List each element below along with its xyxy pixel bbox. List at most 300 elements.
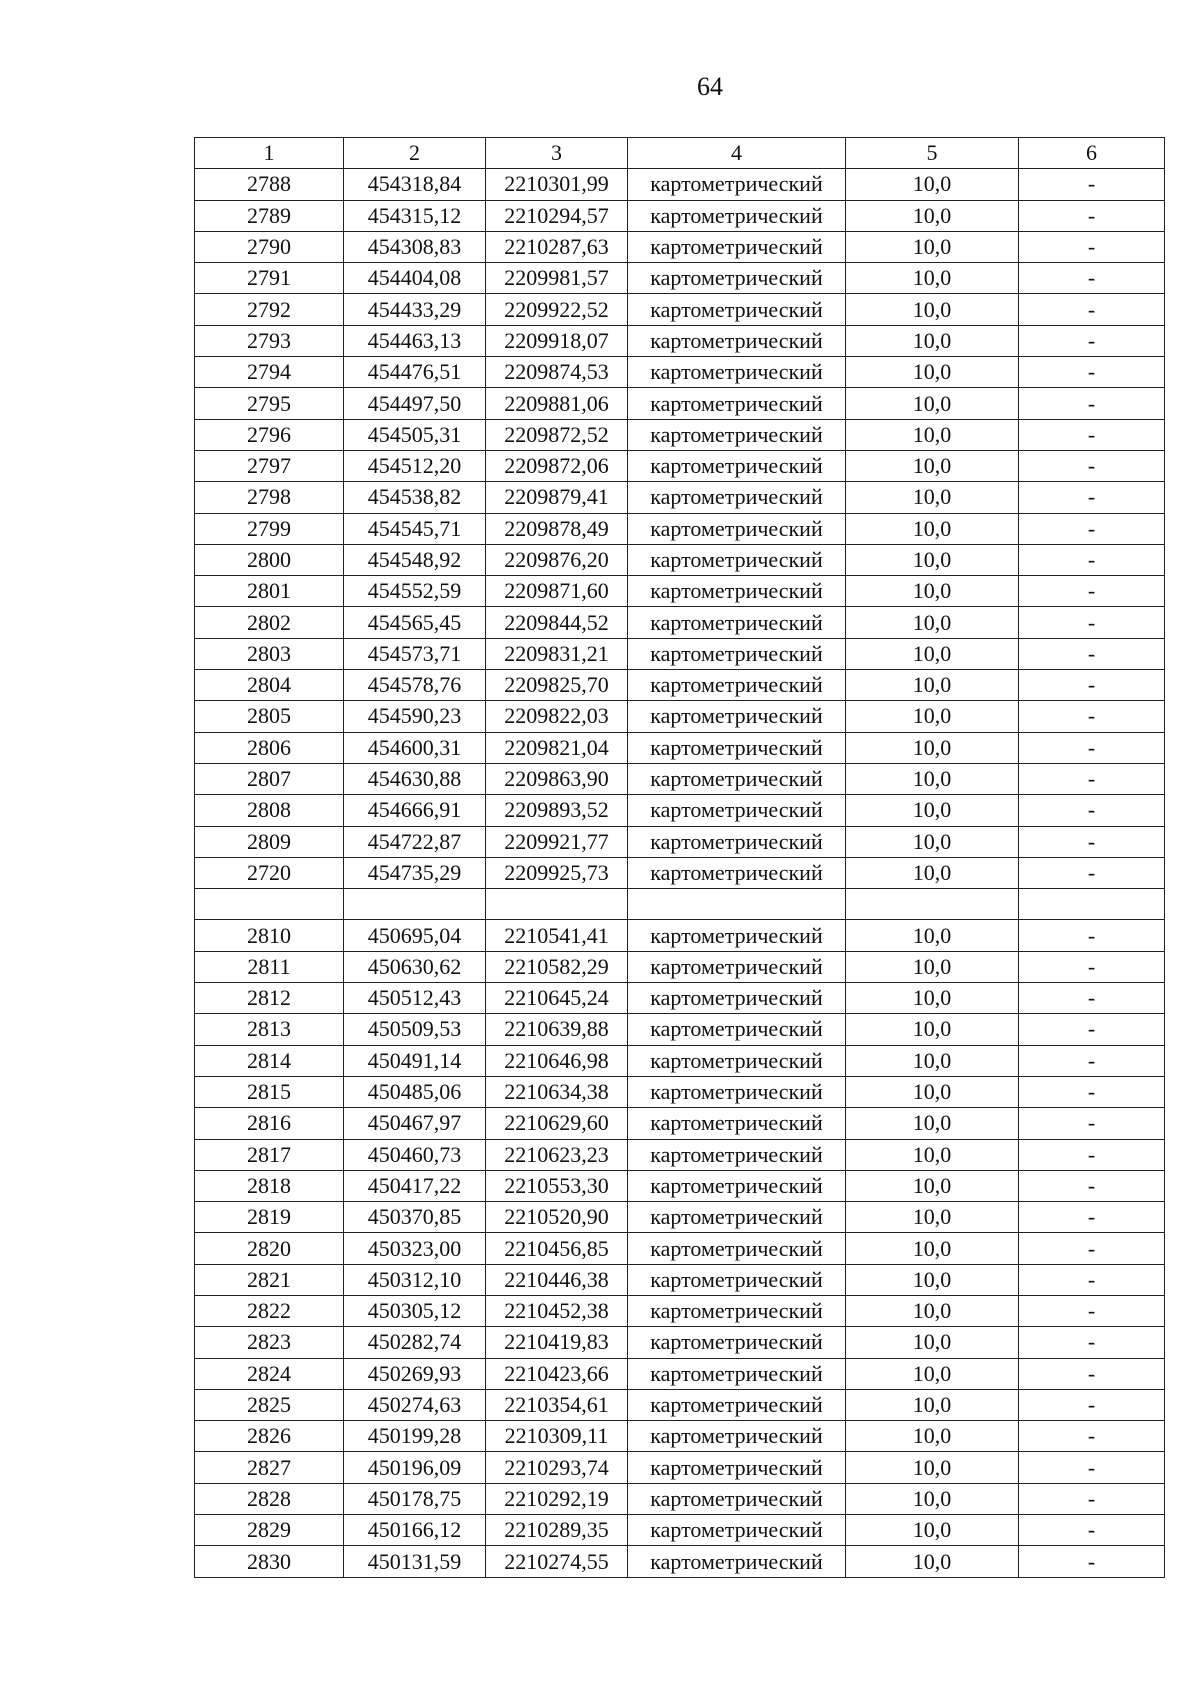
method-cell: картометрический — [628, 1358, 846, 1389]
x-coordinate-cell: 454433,29 — [344, 294, 486, 325]
note-cell: - — [1019, 1076, 1165, 1107]
x-coordinate-cell: 454548,92 — [344, 544, 486, 575]
table-row — [195, 169, 1165, 200]
accuracy-cell: 10,0 — [846, 200, 1019, 231]
table-row — [195, 1421, 1165, 1452]
point-number-cell: 2794 — [195, 357, 344, 388]
table-row — [195, 1108, 1165, 1139]
note-cell: - — [1019, 513, 1165, 544]
accuracy-cell: 10,0 — [846, 169, 1019, 200]
note-cell: - — [1019, 920, 1165, 951]
point-number-cell: 2821 — [195, 1264, 344, 1295]
column-header: 4 — [628, 138, 846, 169]
table-body — [195, 169, 1165, 1577]
y-coordinate-cell: 2210423,66 — [486, 1358, 628, 1389]
y-coordinate-cell: 2210634,38 — [486, 1076, 628, 1107]
point-number-cell: 2799 — [195, 513, 344, 544]
accuracy-cell: 10,0 — [846, 1295, 1019, 1326]
note-cell: - — [1019, 544, 1165, 575]
table-row — [195, 701, 1165, 732]
x-coordinate-cell: 454630,88 — [344, 763, 486, 794]
table-row — [195, 889, 1165, 920]
method-cell: картометрический — [628, 1546, 846, 1577]
table-row — [195, 263, 1165, 294]
note-cell — [1019, 889, 1165, 920]
x-coordinate-cell: 454565,45 — [344, 607, 486, 638]
method-cell: картометрический — [628, 1327, 846, 1358]
method-cell: картометрический — [628, 576, 846, 607]
note-cell: - — [1019, 325, 1165, 356]
x-coordinate-cell: 450512,43 — [344, 983, 486, 1014]
method-cell: картометрический — [628, 670, 846, 701]
table-row — [195, 1452, 1165, 1483]
accuracy-cell: 10,0 — [846, 1452, 1019, 1483]
note-cell: - — [1019, 294, 1165, 325]
point-number-cell: 2809 — [195, 826, 344, 857]
note-cell: - — [1019, 1452, 1165, 1483]
accuracy-cell: 10,0 — [846, 513, 1019, 544]
accuracy-cell: 10,0 — [846, 1045, 1019, 1076]
note-cell: - — [1019, 357, 1165, 388]
accuracy-cell: 10,0 — [846, 1421, 1019, 1452]
point-number-cell: 2817 — [195, 1139, 344, 1170]
table-row — [195, 763, 1165, 794]
point-number-cell: 2813 — [195, 1014, 344, 1045]
table-row — [195, 450, 1165, 481]
y-coordinate-cell: 2210309,11 — [486, 1421, 628, 1452]
point-number-cell: 2806 — [195, 732, 344, 763]
y-coordinate-cell: 2209821,04 — [486, 732, 628, 763]
note-cell: - — [1019, 419, 1165, 450]
table-row — [195, 231, 1165, 262]
x-coordinate-cell: 454476,51 — [344, 357, 486, 388]
point-number-cell: 2808 — [195, 795, 344, 826]
note-cell: - — [1019, 1045, 1165, 1076]
table-row — [195, 607, 1165, 638]
accuracy-cell: 10,0 — [846, 670, 1019, 701]
y-coordinate-cell: 2209881,06 — [486, 388, 628, 419]
note-cell: - — [1019, 1327, 1165, 1358]
table-row — [195, 857, 1165, 888]
note-cell: - — [1019, 169, 1165, 200]
point-number-cell: 2804 — [195, 670, 344, 701]
point-number-cell: 2720 — [195, 857, 344, 888]
table-row — [195, 482, 1165, 513]
table-row — [195, 1014, 1165, 1045]
x-coordinate-cell: 450282,74 — [344, 1327, 486, 1358]
x-coordinate-cell: 450485,06 — [344, 1076, 486, 1107]
accuracy-cell: 10,0 — [846, 1233, 1019, 1264]
accuracy-cell: 10,0 — [846, 1108, 1019, 1139]
accuracy-cell: 10,0 — [846, 732, 1019, 763]
y-coordinate-cell: 2210292,19 — [486, 1483, 628, 1514]
accuracy-cell: 10,0 — [846, 701, 1019, 732]
point-number-cell: 2796 — [195, 419, 344, 450]
method-cell: картометрический — [628, 357, 846, 388]
point-number-cell: 2828 — [195, 1483, 344, 1514]
y-coordinate-cell: 2209871,60 — [486, 576, 628, 607]
note-cell: - — [1019, 231, 1165, 262]
method-cell: картометрический — [628, 263, 846, 294]
table-row — [195, 826, 1165, 857]
method-cell: картометрический — [628, 1295, 846, 1326]
table-row — [195, 920, 1165, 951]
table-row — [195, 357, 1165, 388]
method-cell: картометрический — [628, 1139, 846, 1170]
x-coordinate-cell: 454497,50 — [344, 388, 486, 419]
point-number-cell: 2789 — [195, 200, 344, 231]
y-coordinate-cell: 2209878,49 — [486, 513, 628, 544]
method-cell: картометрический — [628, 1233, 846, 1264]
point-number-cell: 2815 — [195, 1076, 344, 1107]
x-coordinate-cell: 450131,59 — [344, 1546, 486, 1577]
y-coordinate-cell: 2209822,03 — [486, 701, 628, 732]
note-cell: - — [1019, 450, 1165, 481]
table-row — [195, 1483, 1165, 1514]
method-cell: картометрический — [628, 1389, 846, 1420]
table-row — [195, 1045, 1165, 1076]
accuracy-cell: 10,0 — [846, 795, 1019, 826]
point-number-cell: 2790 — [195, 231, 344, 262]
accuracy-cell: 10,0 — [846, 1483, 1019, 1514]
method-cell: картометрический — [628, 638, 846, 669]
y-coordinate-cell: 2209921,77 — [486, 826, 628, 857]
page-number — [0, 72, 1200, 102]
accuracy-cell: 10,0 — [846, 951, 1019, 982]
point-number-cell: 2818 — [195, 1170, 344, 1201]
point-number-cell — [195, 889, 344, 920]
accuracy-cell: 10,0 — [846, 857, 1019, 888]
x-coordinate-cell: 450370,85 — [344, 1202, 486, 1233]
accuracy-cell: 10,0 — [846, 325, 1019, 356]
y-coordinate-cell: 2209872,52 — [486, 419, 628, 450]
note-cell: - — [1019, 1202, 1165, 1233]
y-coordinate-cell: 2210456,85 — [486, 1233, 628, 1264]
table-row — [195, 419, 1165, 450]
y-coordinate-cell: 2210623,23 — [486, 1139, 628, 1170]
page-number-text: 64 — [697, 72, 723, 101]
method-cell: картометрический — [628, 169, 846, 200]
point-number-cell: 2819 — [195, 1202, 344, 1233]
x-coordinate-cell: 450467,97 — [344, 1108, 486, 1139]
method-cell: картометрический — [628, 482, 846, 513]
point-number-cell: 2792 — [195, 294, 344, 325]
y-coordinate-cell: 2210541,41 — [486, 920, 628, 951]
accuracy-cell: 10,0 — [846, 1014, 1019, 1045]
y-coordinate-cell: 2209893,52 — [486, 795, 628, 826]
method-cell — [628, 889, 846, 920]
note-cell: - — [1019, 1264, 1165, 1295]
y-coordinate-cell: 2209874,53 — [486, 357, 628, 388]
accuracy-cell: 10,0 — [846, 607, 1019, 638]
table-row — [195, 1295, 1165, 1326]
note-cell: - — [1019, 482, 1165, 513]
x-coordinate-cell: 450417,22 — [344, 1170, 486, 1201]
table-row — [195, 294, 1165, 325]
y-coordinate-cell — [486, 889, 628, 920]
table-row — [195, 795, 1165, 826]
point-number-cell: 2824 — [195, 1358, 344, 1389]
point-number-cell: 2802 — [195, 607, 344, 638]
y-coordinate-cell: 2209825,70 — [486, 670, 628, 701]
accuracy-cell: 10,0 — [846, 1202, 1019, 1233]
x-coordinate-cell: 454666,91 — [344, 795, 486, 826]
header-row — [195, 138, 1165, 169]
table-row — [195, 388, 1165, 419]
method-cell: картометрический — [628, 419, 846, 450]
table-row — [195, 1546, 1165, 1577]
x-coordinate-cell: 450323,00 — [344, 1233, 486, 1264]
accuracy-cell: 10,0 — [846, 826, 1019, 857]
table-row — [195, 1515, 1165, 1546]
y-coordinate-cell: 2210354,61 — [486, 1389, 628, 1420]
accuracy-cell: 10,0 — [846, 1170, 1019, 1201]
table-row — [195, 951, 1165, 982]
accuracy-cell: 10,0 — [846, 388, 1019, 419]
coordinates-table — [194, 137, 1165, 1578]
y-coordinate-cell: 2210294,57 — [486, 200, 628, 231]
accuracy-cell: 10,0 — [846, 1515, 1019, 1546]
y-coordinate-cell: 2209863,90 — [486, 763, 628, 794]
method-cell: картометрический — [628, 607, 846, 638]
y-coordinate-cell: 2210287,63 — [486, 231, 628, 262]
accuracy-cell: 10,0 — [846, 1327, 1019, 1358]
column-header: 5 — [846, 138, 1019, 169]
table-row — [195, 732, 1165, 763]
x-coordinate-cell: 454463,13 — [344, 325, 486, 356]
method-cell: картометрический — [628, 1421, 846, 1452]
x-coordinate-cell: 454573,71 — [344, 638, 486, 669]
method-cell: картометрический — [628, 294, 846, 325]
x-coordinate-cell: 450460,73 — [344, 1139, 486, 1170]
method-cell: картометрический — [628, 732, 846, 763]
x-coordinate-cell: 450305,12 — [344, 1295, 486, 1326]
note-cell: - — [1019, 200, 1165, 231]
table-row — [195, 325, 1165, 356]
x-coordinate-cell: 454545,71 — [344, 513, 486, 544]
x-coordinate-cell: 454552,59 — [344, 576, 486, 607]
y-coordinate-cell: 2210446,38 — [486, 1264, 628, 1295]
x-coordinate-cell: 454735,29 — [344, 857, 486, 888]
note-cell: - — [1019, 1546, 1165, 1577]
note-cell: - — [1019, 951, 1165, 982]
method-cell: картометрический — [628, 795, 846, 826]
point-number-cell: 2793 — [195, 325, 344, 356]
note-cell: - — [1019, 1389, 1165, 1420]
table-row — [195, 638, 1165, 669]
x-coordinate-cell: 450695,04 — [344, 920, 486, 951]
method-cell: картометрический — [628, 1452, 846, 1483]
x-coordinate-cell: 450274,63 — [344, 1389, 486, 1420]
table-row — [195, 670, 1165, 701]
note-cell: - — [1019, 763, 1165, 794]
accuracy-cell: 10,0 — [846, 983, 1019, 1014]
note-cell: - — [1019, 1295, 1165, 1326]
table-row — [195, 983, 1165, 1014]
y-coordinate-cell: 2210582,29 — [486, 951, 628, 982]
method-cell: картометрический — [628, 544, 846, 575]
method-cell: картометрический — [628, 763, 846, 794]
method-cell: картометрический — [628, 1170, 846, 1201]
method-cell: картометрический — [628, 857, 846, 888]
table-row — [195, 544, 1165, 575]
y-coordinate-cell: 2209876,20 — [486, 544, 628, 575]
x-coordinate-cell: 450509,53 — [344, 1014, 486, 1045]
note-cell: - — [1019, 1233, 1165, 1264]
accuracy-cell: 10,0 — [846, 357, 1019, 388]
accuracy-cell: 10,0 — [846, 482, 1019, 513]
table-row — [195, 1202, 1165, 1233]
table-row — [195, 1264, 1165, 1295]
x-coordinate-cell: 454318,84 — [344, 169, 486, 200]
point-number-cell: 2825 — [195, 1389, 344, 1420]
note-cell: - — [1019, 670, 1165, 701]
x-coordinate-cell: 454308,83 — [344, 231, 486, 262]
note-cell: - — [1019, 857, 1165, 888]
x-coordinate-cell: 450491,14 — [344, 1045, 486, 1076]
point-number-cell: 2811 — [195, 951, 344, 982]
method-cell: картометрический — [628, 1045, 846, 1076]
point-number-cell: 2798 — [195, 482, 344, 513]
point-number-cell: 2822 — [195, 1295, 344, 1326]
x-coordinate-cell: 450199,28 — [344, 1421, 486, 1452]
method-cell: картометрический — [628, 951, 846, 982]
method-cell: картометрический — [628, 701, 846, 732]
x-coordinate-cell: 450178,75 — [344, 1483, 486, 1514]
accuracy-cell: 10,0 — [846, 1358, 1019, 1389]
y-coordinate-cell: 2209844,52 — [486, 607, 628, 638]
note-cell: - — [1019, 263, 1165, 294]
accuracy-cell: 10,0 — [846, 1076, 1019, 1107]
x-coordinate-cell: 454404,08 — [344, 263, 486, 294]
point-number-cell: 2820 — [195, 1233, 344, 1264]
y-coordinate-cell: 2210452,38 — [486, 1295, 628, 1326]
table-row — [195, 1139, 1165, 1170]
y-coordinate-cell: 2210293,74 — [486, 1452, 628, 1483]
y-coordinate-cell: 2209918,07 — [486, 325, 628, 356]
point-number-cell: 2805 — [195, 701, 344, 732]
table-header — [195, 138, 1165, 169]
method-cell: картометрический — [628, 920, 846, 951]
point-number-cell: 2827 — [195, 1452, 344, 1483]
note-cell: - — [1019, 1170, 1165, 1201]
y-coordinate-cell: 2209925,73 — [486, 857, 628, 888]
method-cell: картометрический — [628, 450, 846, 481]
point-number-cell: 2830 — [195, 1546, 344, 1577]
table-row — [195, 1076, 1165, 1107]
note-cell: - — [1019, 826, 1165, 857]
table-row — [195, 200, 1165, 231]
method-cell: картометрический — [628, 513, 846, 544]
x-coordinate-cell: 454590,23 — [344, 701, 486, 732]
note-cell: - — [1019, 576, 1165, 607]
note-cell: - — [1019, 1358, 1165, 1389]
table-row — [195, 513, 1165, 544]
point-number-cell: 2800 — [195, 544, 344, 575]
note-cell: - — [1019, 638, 1165, 669]
note-cell: - — [1019, 795, 1165, 826]
accuracy-cell: 10,0 — [846, 450, 1019, 481]
x-coordinate-cell: 450196,09 — [344, 1452, 486, 1483]
method-cell: картометрический — [628, 1515, 846, 1546]
accuracy-cell: 10,0 — [846, 294, 1019, 325]
x-coordinate-cell: 454578,76 — [344, 670, 486, 701]
point-number-cell: 2795 — [195, 388, 344, 419]
column-header: 6 — [1019, 138, 1165, 169]
y-coordinate-cell: 2210646,98 — [486, 1045, 628, 1076]
y-coordinate-cell: 2210274,55 — [486, 1546, 628, 1577]
accuracy-cell — [846, 889, 1019, 920]
note-cell: - — [1019, 1421, 1165, 1452]
column-header: 2 — [344, 138, 486, 169]
accuracy-cell: 10,0 — [846, 263, 1019, 294]
method-cell: картометрический — [628, 1264, 846, 1295]
x-coordinate-cell: 454505,31 — [344, 419, 486, 450]
note-cell: - — [1019, 732, 1165, 763]
point-number-cell: 2826 — [195, 1421, 344, 1452]
y-coordinate-cell: 2210520,90 — [486, 1202, 628, 1233]
accuracy-cell: 10,0 — [846, 638, 1019, 669]
table-row — [195, 1358, 1165, 1389]
y-coordinate-cell: 2210645,24 — [486, 983, 628, 1014]
note-cell: - — [1019, 1139, 1165, 1170]
column-header: 3 — [486, 138, 628, 169]
point-number-cell: 2823 — [195, 1327, 344, 1358]
x-coordinate-cell: 450166,12 — [344, 1515, 486, 1546]
y-coordinate-cell: 2210629,60 — [486, 1108, 628, 1139]
accuracy-cell: 10,0 — [846, 1546, 1019, 1577]
point-number-cell: 2791 — [195, 263, 344, 294]
method-cell: картометрический — [628, 200, 846, 231]
note-cell: - — [1019, 983, 1165, 1014]
accuracy-cell: 10,0 — [846, 1264, 1019, 1295]
note-cell: - — [1019, 701, 1165, 732]
method-cell: картометрический — [628, 1014, 846, 1045]
method-cell: картометрический — [628, 983, 846, 1014]
note-cell: - — [1019, 388, 1165, 419]
accuracy-cell: 10,0 — [846, 1389, 1019, 1420]
note-cell: - — [1019, 1108, 1165, 1139]
point-number-cell: 2797 — [195, 450, 344, 481]
point-number-cell: 2801 — [195, 576, 344, 607]
point-number-cell: 2814 — [195, 1045, 344, 1076]
method-cell: картометрический — [628, 1202, 846, 1233]
accuracy-cell: 10,0 — [846, 1139, 1019, 1170]
y-coordinate-cell: 2209981,57 — [486, 263, 628, 294]
x-coordinate-cell: 454512,20 — [344, 450, 486, 481]
accuracy-cell: 10,0 — [846, 231, 1019, 262]
y-coordinate-cell: 2210419,83 — [486, 1327, 628, 1358]
y-coordinate-cell: 2210553,30 — [486, 1170, 628, 1201]
point-number-cell: 2829 — [195, 1515, 344, 1546]
y-coordinate-cell: 2210639,88 — [486, 1014, 628, 1045]
y-coordinate-cell: 2210289,35 — [486, 1515, 628, 1546]
x-coordinate-cell: 450630,62 — [344, 951, 486, 982]
y-coordinate-cell: 2209922,52 — [486, 294, 628, 325]
y-coordinate-cell: 2209831,21 — [486, 638, 628, 669]
x-coordinate-cell: 450269,93 — [344, 1358, 486, 1389]
note-cell: - — [1019, 607, 1165, 638]
table-row — [195, 1389, 1165, 1420]
accuracy-cell: 10,0 — [846, 544, 1019, 575]
table-row — [195, 1170, 1165, 1201]
x-coordinate-cell: 450312,10 — [344, 1264, 486, 1295]
x-coordinate-cell: 454722,87 — [344, 826, 486, 857]
point-number-cell: 2816 — [195, 1108, 344, 1139]
point-number-cell: 2812 — [195, 983, 344, 1014]
x-coordinate-cell: 454600,31 — [344, 732, 486, 763]
note-cell: - — [1019, 1483, 1165, 1514]
